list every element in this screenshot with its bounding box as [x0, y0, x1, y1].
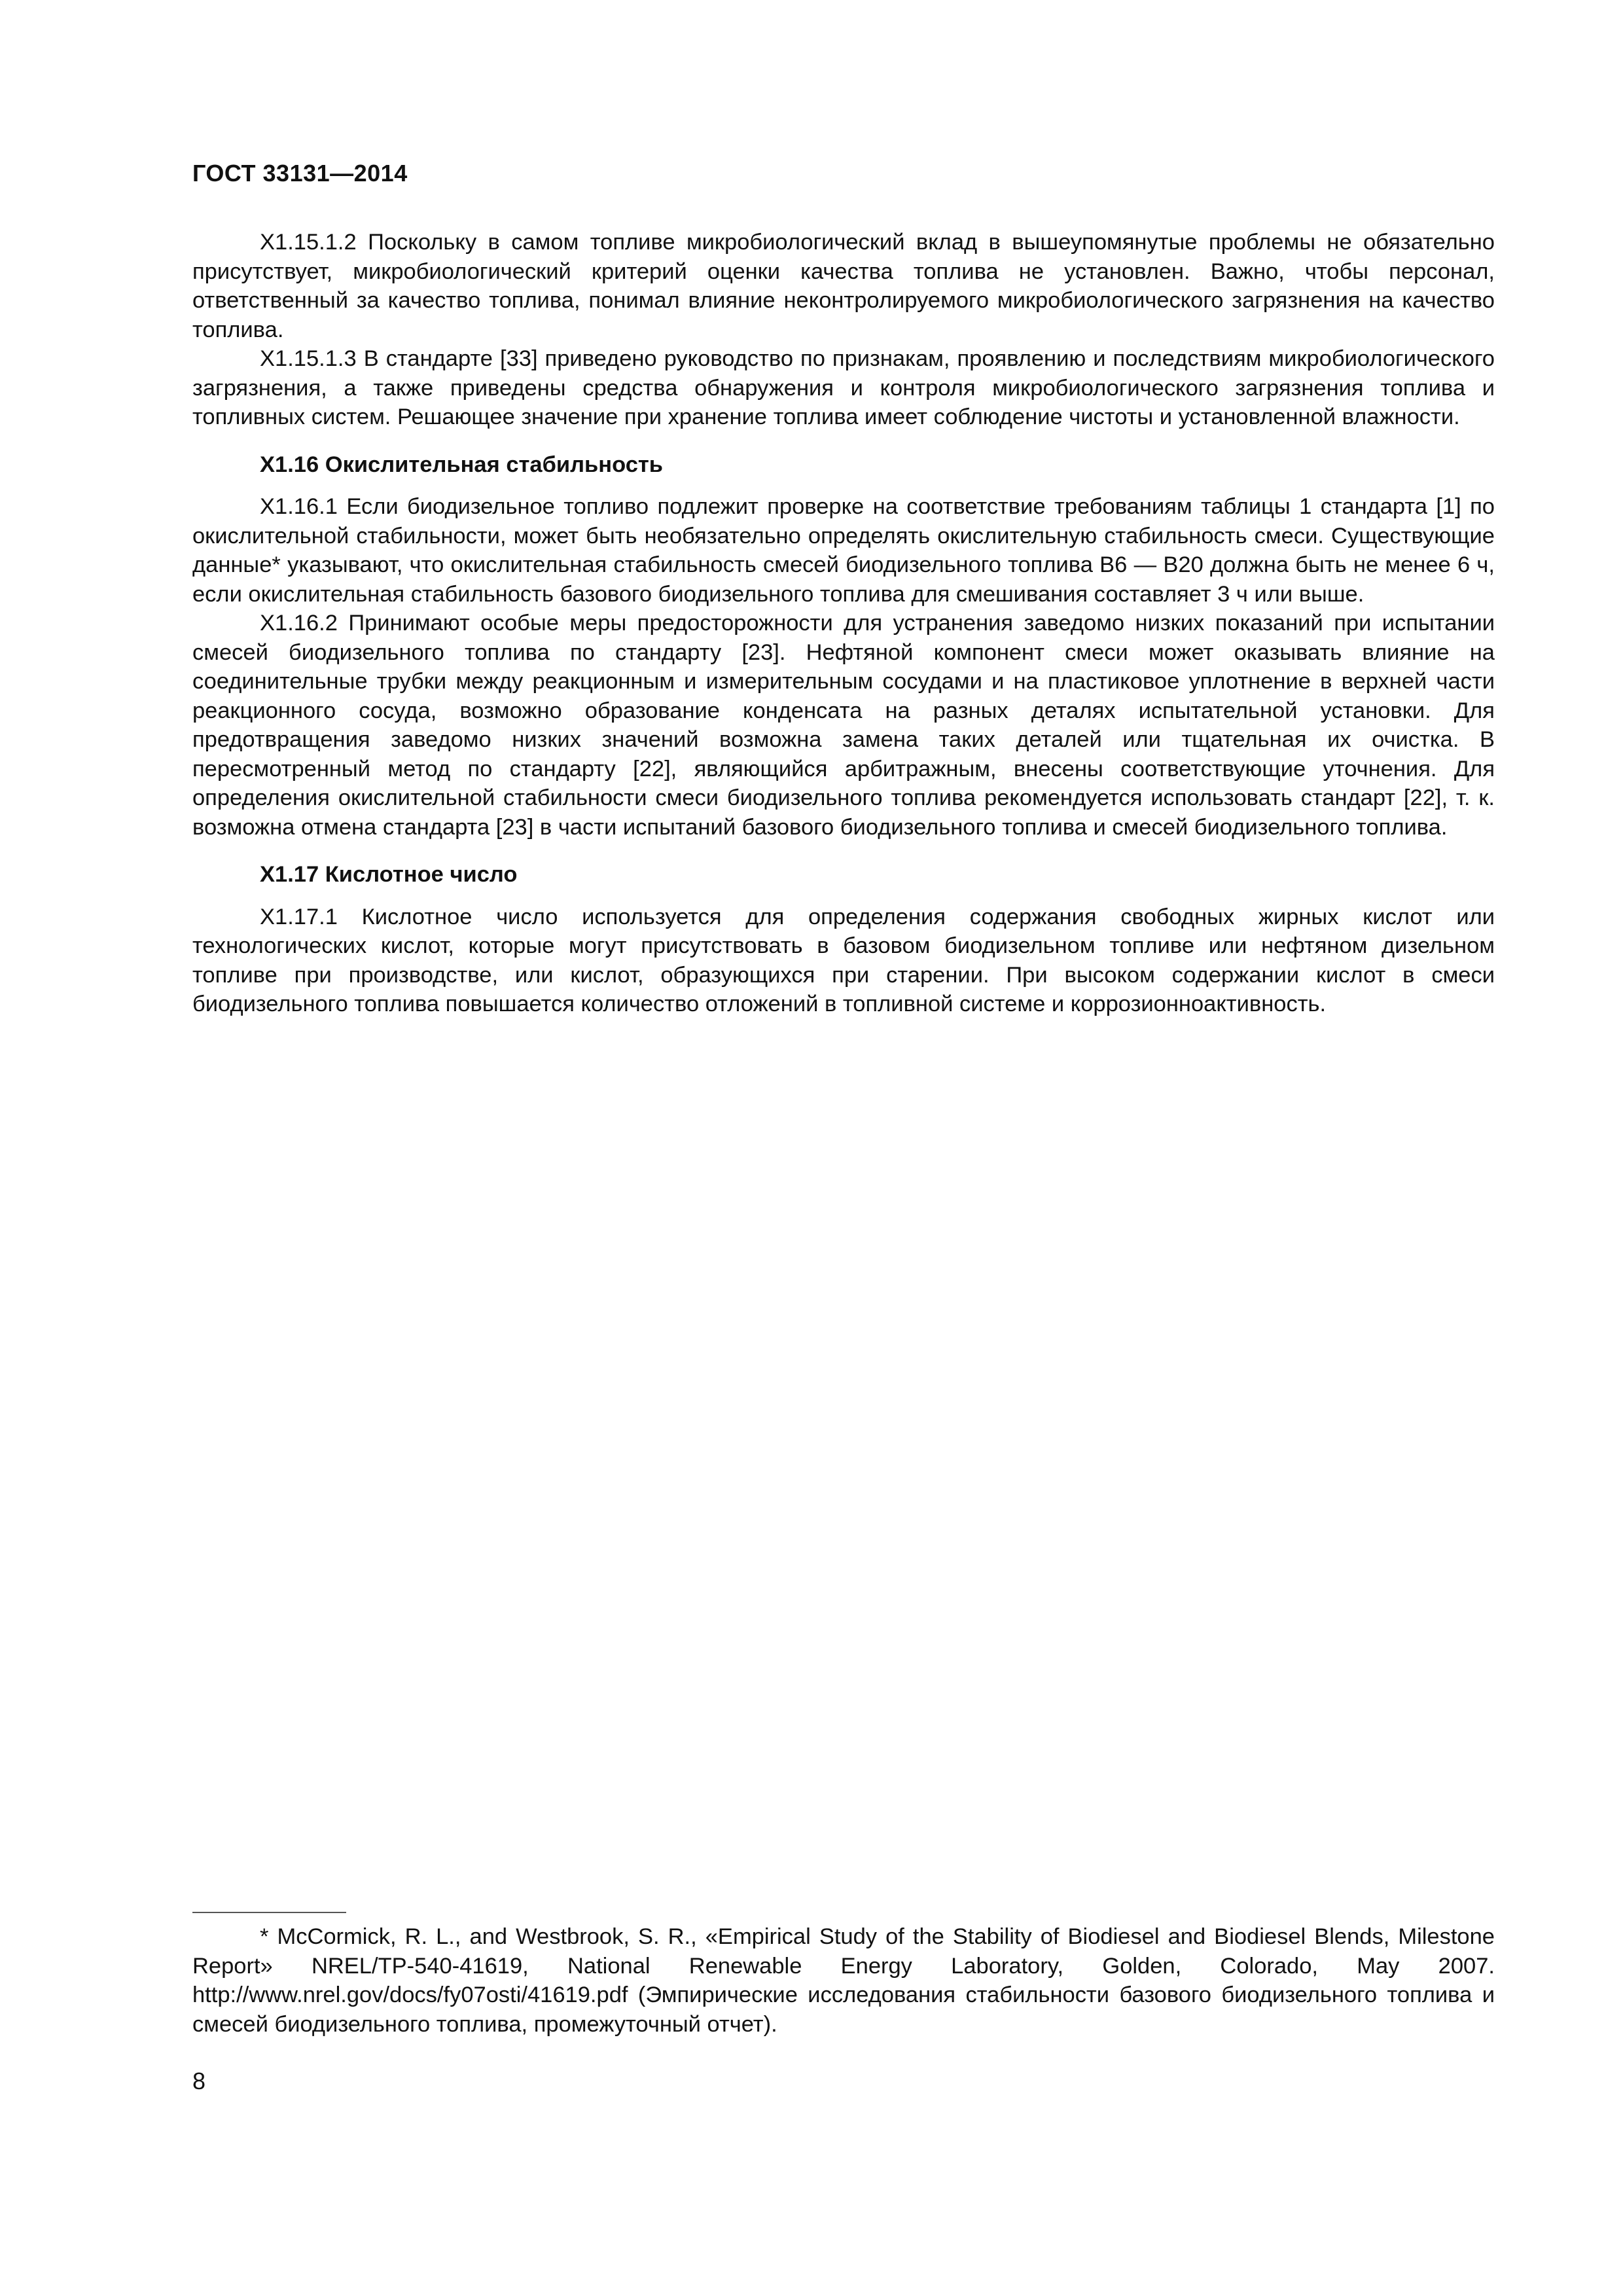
footnote-divider — [192, 1912, 346, 1913]
paragraph-x1-15-1-3: X1.15.1.3 В стандарте [33] приведено руководство по признакам, проявлению и последствиям микробиологического загрязнения, а также приведены средства обнаружения и контроля микробиологического загрязнения топлива и топливных систем. Решающее значение при хранение топлива имеет соблюдение чистоты и установленной влажности. — [192, 346, 1495, 429]
paragraph-x1-16-1: X1.16.1 Если биодизельное топливо подлежит проверке на соответствие требованиям таблицы 1 стандарта [1] по окислительной стабильности, может быть необязательно определять окислительную стабильность смеси. Существующие данные* указывают, что окислительная стабильность смесей биодизельного топлива B6 — B20 должна быть не менее 6 ч, если окислительная стабильность базового биодизельного топлива для смешивания составляет 3 ч или выше. — [192, 494, 1495, 607]
section-heading-x1-16: X1.16 Окислительная стабильность — [260, 452, 663, 477]
paragraph-x1-17-1: X1.17.1 Кислотное число используется для определения содержания свободных жирных кислот или технологических кислот, которые могут присутствовать в базовом биодизельном топливе или нефтяном дизельном топливе при производстве, или кислот, образующихся при старении. При высоком содержании кислот в смеси биодизельного топлива повышается количество отложений в топливной системе и коррозионноактивность. — [192, 904, 1495, 1016]
footnote: * McCormick, R. L., and Westbrook, S. R., «Empirical Study of the Stability of Biodiesel and Biodiesel Blends, Milestone Report» NREL/TP-540-41619, National Renewable Energy Laboratory, Golden, Colorado, May 2007. http://www.nrel.gov/docs/fy07osti/41619.pdf (Эмпирические исследования стабильности базового биодизельного топлива и смесей биодизельного топлива, промежуточный отчет). — [192, 1924, 1495, 2037]
page-number: 8 — [192, 2068, 206, 2094]
paragraph-x1-16-2: X1.16.2 Принимают особые меры предосторожности для устранения заведомо низких показаний при испытании смесей биодизельного топлива по стандарту [23]. Нефтяной компонент смеси может оказывать влияние на соединительные трубки между реакционным и измерительным сосудами и на пластиковое уплотнение в верхней части реакционного сосуда, возможно образование конденсата на разных деталях испытательной установки. Для предотвращения заведомо низких значений возможна замена таких деталей или тщательная их очистка. В пересмотренный метод по стандарту [22], являющийся арбитражным, внесены соответствующие уточнения. Для определения окислительной стабильности смеси биодизельного топлива рекомендуется использовать стандарт [22], т. к. возможна отмена стандарта [23] в части испытаний базового биодизельного топлива и смесей биодизельного топлива. — [192, 611, 1495, 840]
document-body — [192, 228, 1495, 1019]
document-header: ГОСТ 33131—2014 — [192, 160, 408, 187]
section-heading-x1-17: X1.17 Кислотное число — [260, 862, 518, 887]
paragraph-x1-15-1-2: X1.15.1.2 Поскольку в самом топливе микробиологический вклад в вышеупомянутые проблемы не обязательно присутствует, микробиологический критерий оценки качества топлива не установлен. Важно, чтобы персонал, ответственный за качество топлива, понимал влияние неконтролируемого микробиологического загрязнения на качество топлива. — [192, 230, 1495, 342]
